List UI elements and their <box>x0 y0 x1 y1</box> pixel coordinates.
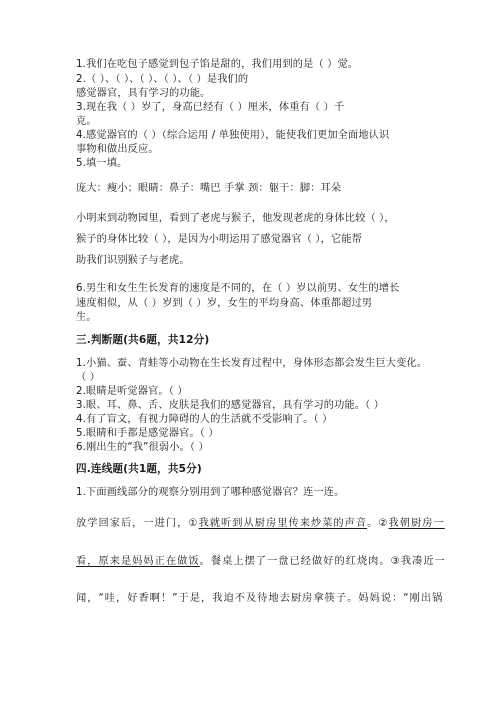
question-4-line: 4.感觉器官的（ ）（综合运用 / 单独使用），能使我们更加全面地认识 <box>76 130 390 141</box>
judge-item-3: 3.眼、耳、鼻、舌、皮肤是我们的感觉器官，具有学习的功能。（ ） <box>76 400 385 411</box>
question-1-line: 1.我们在吃包子感觉到包子馅是甜的，我们用到的是（ ）觉。 <box>76 59 359 70</box>
judge-item-1-blank: （ ） <box>76 372 101 383</box>
question-6-line-2: 速度相似，从（ ）岁到（ ）岁，女生的平均身高、体重都超过男 <box>76 298 373 309</box>
passage-line-1 <box>76 517 445 530</box>
matching-question: 1.下面画线部分的观察分别用到了哪种感觉器官？连一连。 <box>76 487 345 498</box>
judge-item-4: 4.有了盲文，有视力障碍的人的生活就不受影响了。（ ） <box>76 414 333 425</box>
passage-text: 。餐桌上摆了一盘已经做好的红烧肉。③我凑近一 <box>199 556 446 567</box>
question-4-continuation: 事物和做出反应。 <box>76 144 159 155</box>
judge-item-2: 2.眼睛是听觉器官。（ ） <box>76 386 188 397</box>
underlined-phrase-2-continued: 看，原来是妈妈正在做饭 <box>76 556 200 567</box>
passage-text: 放学回家后，一进门，① <box>76 518 199 529</box>
passage-line-3: 闻，“哇，好香啊！”于是，我迫不及待地去厨房拿筷子。妈妈说：“刚出锅 <box>76 593 444 604</box>
story-line-2: 猴子的身体比较（ ），是因为小明运用了感觉器官（ ），它能帮 <box>76 234 363 245</box>
judge-item-5: 5.眼睛和手都是感觉器官。（ ） <box>76 428 219 439</box>
story-line-1: 小明来到动物园里，看到了老虎与猴子，他发现老虎的身体比较（ ）， <box>76 213 395 224</box>
section-4-title: 四.连线题(共1题，共5分) <box>76 463 202 475</box>
passage-text: 。② <box>367 518 389 529</box>
question-2-line: 2.（ ）、（ ）、（ ）、（ ）、（ ）是我们的 <box>76 74 249 85</box>
underlined-phrase-2: 我朝厨房一 <box>388 518 445 529</box>
question-3-continuation: 克。 <box>76 116 97 127</box>
question-5-line: 5.填一填。 <box>76 158 128 169</box>
question-3-line: 3.现在我（ ）岁了，身高已经有（ ）厘米，体重有（ ）千 <box>76 102 345 113</box>
judge-item-1: 1.小猫、蚕、青蛙等小动物在生长发育过程中，身体形态都会发生巨大变化。 <box>76 358 428 369</box>
underlined-phrase-1: 我就听到从厨房里传来炒菜的声音 <box>198 518 368 529</box>
judge-item-6: 6.刚出生的“我”很弱小。（ ） <box>76 442 209 453</box>
passage-line-2 <box>76 555 446 568</box>
question-6-line: 6.男生和女生生长发育的速度是不同的，在（ ）岁以前男、女生的增长 <box>76 283 400 294</box>
question-6-line-3: 生。 <box>76 312 97 323</box>
question-2-continuation: 感觉器官，具有学习的功能。 <box>76 88 211 99</box>
animal-words-line: 庞大：瘦小；眼睛：鼻子：嘴巴 手掌 颈：躯干：脚：耳朵 <box>76 183 342 194</box>
section-3-title: 三.判断题(共6题，共12分) <box>76 334 210 346</box>
story-line-3: 助我们识别猴子与老虎。 <box>76 255 190 266</box>
